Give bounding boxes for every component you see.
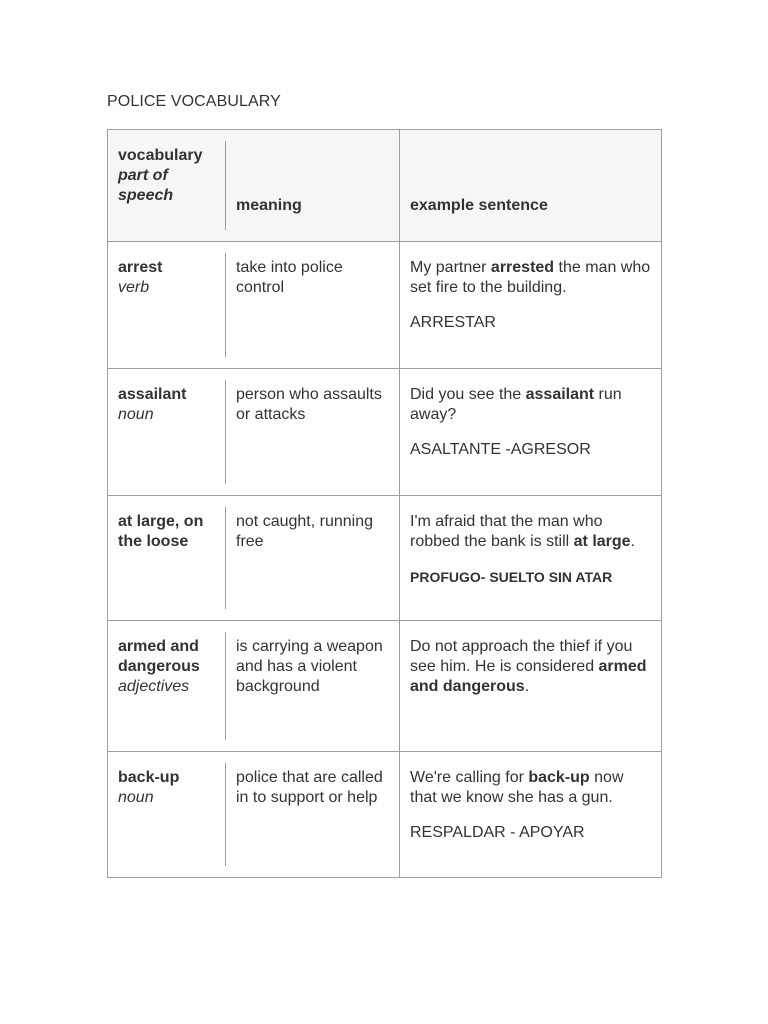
part-of-speech: noun <box>118 406 154 423</box>
example-cell <box>400 369 662 496</box>
example-cell <box>400 496 662 621</box>
vocabulary-term: assailant <box>118 386 187 403</box>
meaning-text: is carrying a weapon and has a violent background <box>236 638 383 695</box>
vocabulary-cell <box>108 369 227 496</box>
part-of-speech: noun <box>118 789 154 806</box>
example-sentence: We're calling for back-up now that we know she has a gun. <box>410 769 624 806</box>
table-row <box>108 621 662 752</box>
example-cell <box>400 752 662 878</box>
vocabulary-table <box>107 129 662 878</box>
page-title: POLICE VOCABULARY <box>107 93 281 110</box>
meaning-text: not caught, running free <box>236 513 373 550</box>
example-cell <box>400 621 662 752</box>
meaning-text: police that are called in to support or help <box>236 769 383 806</box>
meaning-cell <box>226 752 400 878</box>
header-meaning-label: meaning <box>236 197 302 214</box>
vocabulary-term: back-up <box>118 769 180 786</box>
part-of-speech: verb <box>118 279 150 296</box>
vocabulary-term: at large, on the loose <box>118 513 204 550</box>
spanish-translation: RESPALDAR - APOYAR <box>410 824 585 841</box>
vocabulary-term: arrest <box>118 259 163 276</box>
spanish-translation: ASALTANTE -AGRESOR <box>410 441 591 458</box>
spanish-translation: PROFUGO- SUELTO SIN ATAR <box>410 569 613 585</box>
example-sentence: I'm afraid that the man who robbed the bank is still at large. <box>410 513 636 550</box>
meaning-cell <box>226 621 400 752</box>
example-sentence: Do not approach the thief if you see him. He is considered armed and dangerous. <box>410 638 647 695</box>
spanish-translation: ARRESTAR <box>410 314 496 331</box>
example-sentence: Did you see the assailant run away? <box>410 386 622 423</box>
header-part-of-speech-label: part of speech <box>118 167 174 204</box>
vocabulary-cell <box>108 242 227 369</box>
table-header-row <box>108 130 662 242</box>
meaning-cell <box>226 369 400 496</box>
table-row <box>108 752 662 878</box>
part-of-speech: adjectives <box>118 678 190 695</box>
vocabulary-cell <box>108 752 227 878</box>
meaning-cell <box>226 496 400 621</box>
example-cell <box>400 242 662 369</box>
meaning-text: person who assaults or attacks <box>236 386 382 423</box>
example-sentence: My partner arrested the man who set fire to the building. <box>410 259 651 296</box>
meaning-text: take into police control <box>236 259 343 296</box>
header-cell-vocabulary <box>108 130 227 242</box>
table-row <box>108 369 662 496</box>
vocabulary-cell <box>108 496 227 621</box>
header-vocabulary-label: vocabulary <box>118 147 203 164</box>
vocabulary-cell <box>108 621 227 752</box>
header-cell-example <box>400 130 662 242</box>
vocabulary-term: armed and dangerous <box>118 638 200 675</box>
header-cell-meaning <box>226 130 400 242</box>
header-example-label: example sentence <box>410 197 548 214</box>
table-row <box>108 496 662 621</box>
meaning-cell <box>226 242 400 369</box>
table-row <box>108 242 662 369</box>
